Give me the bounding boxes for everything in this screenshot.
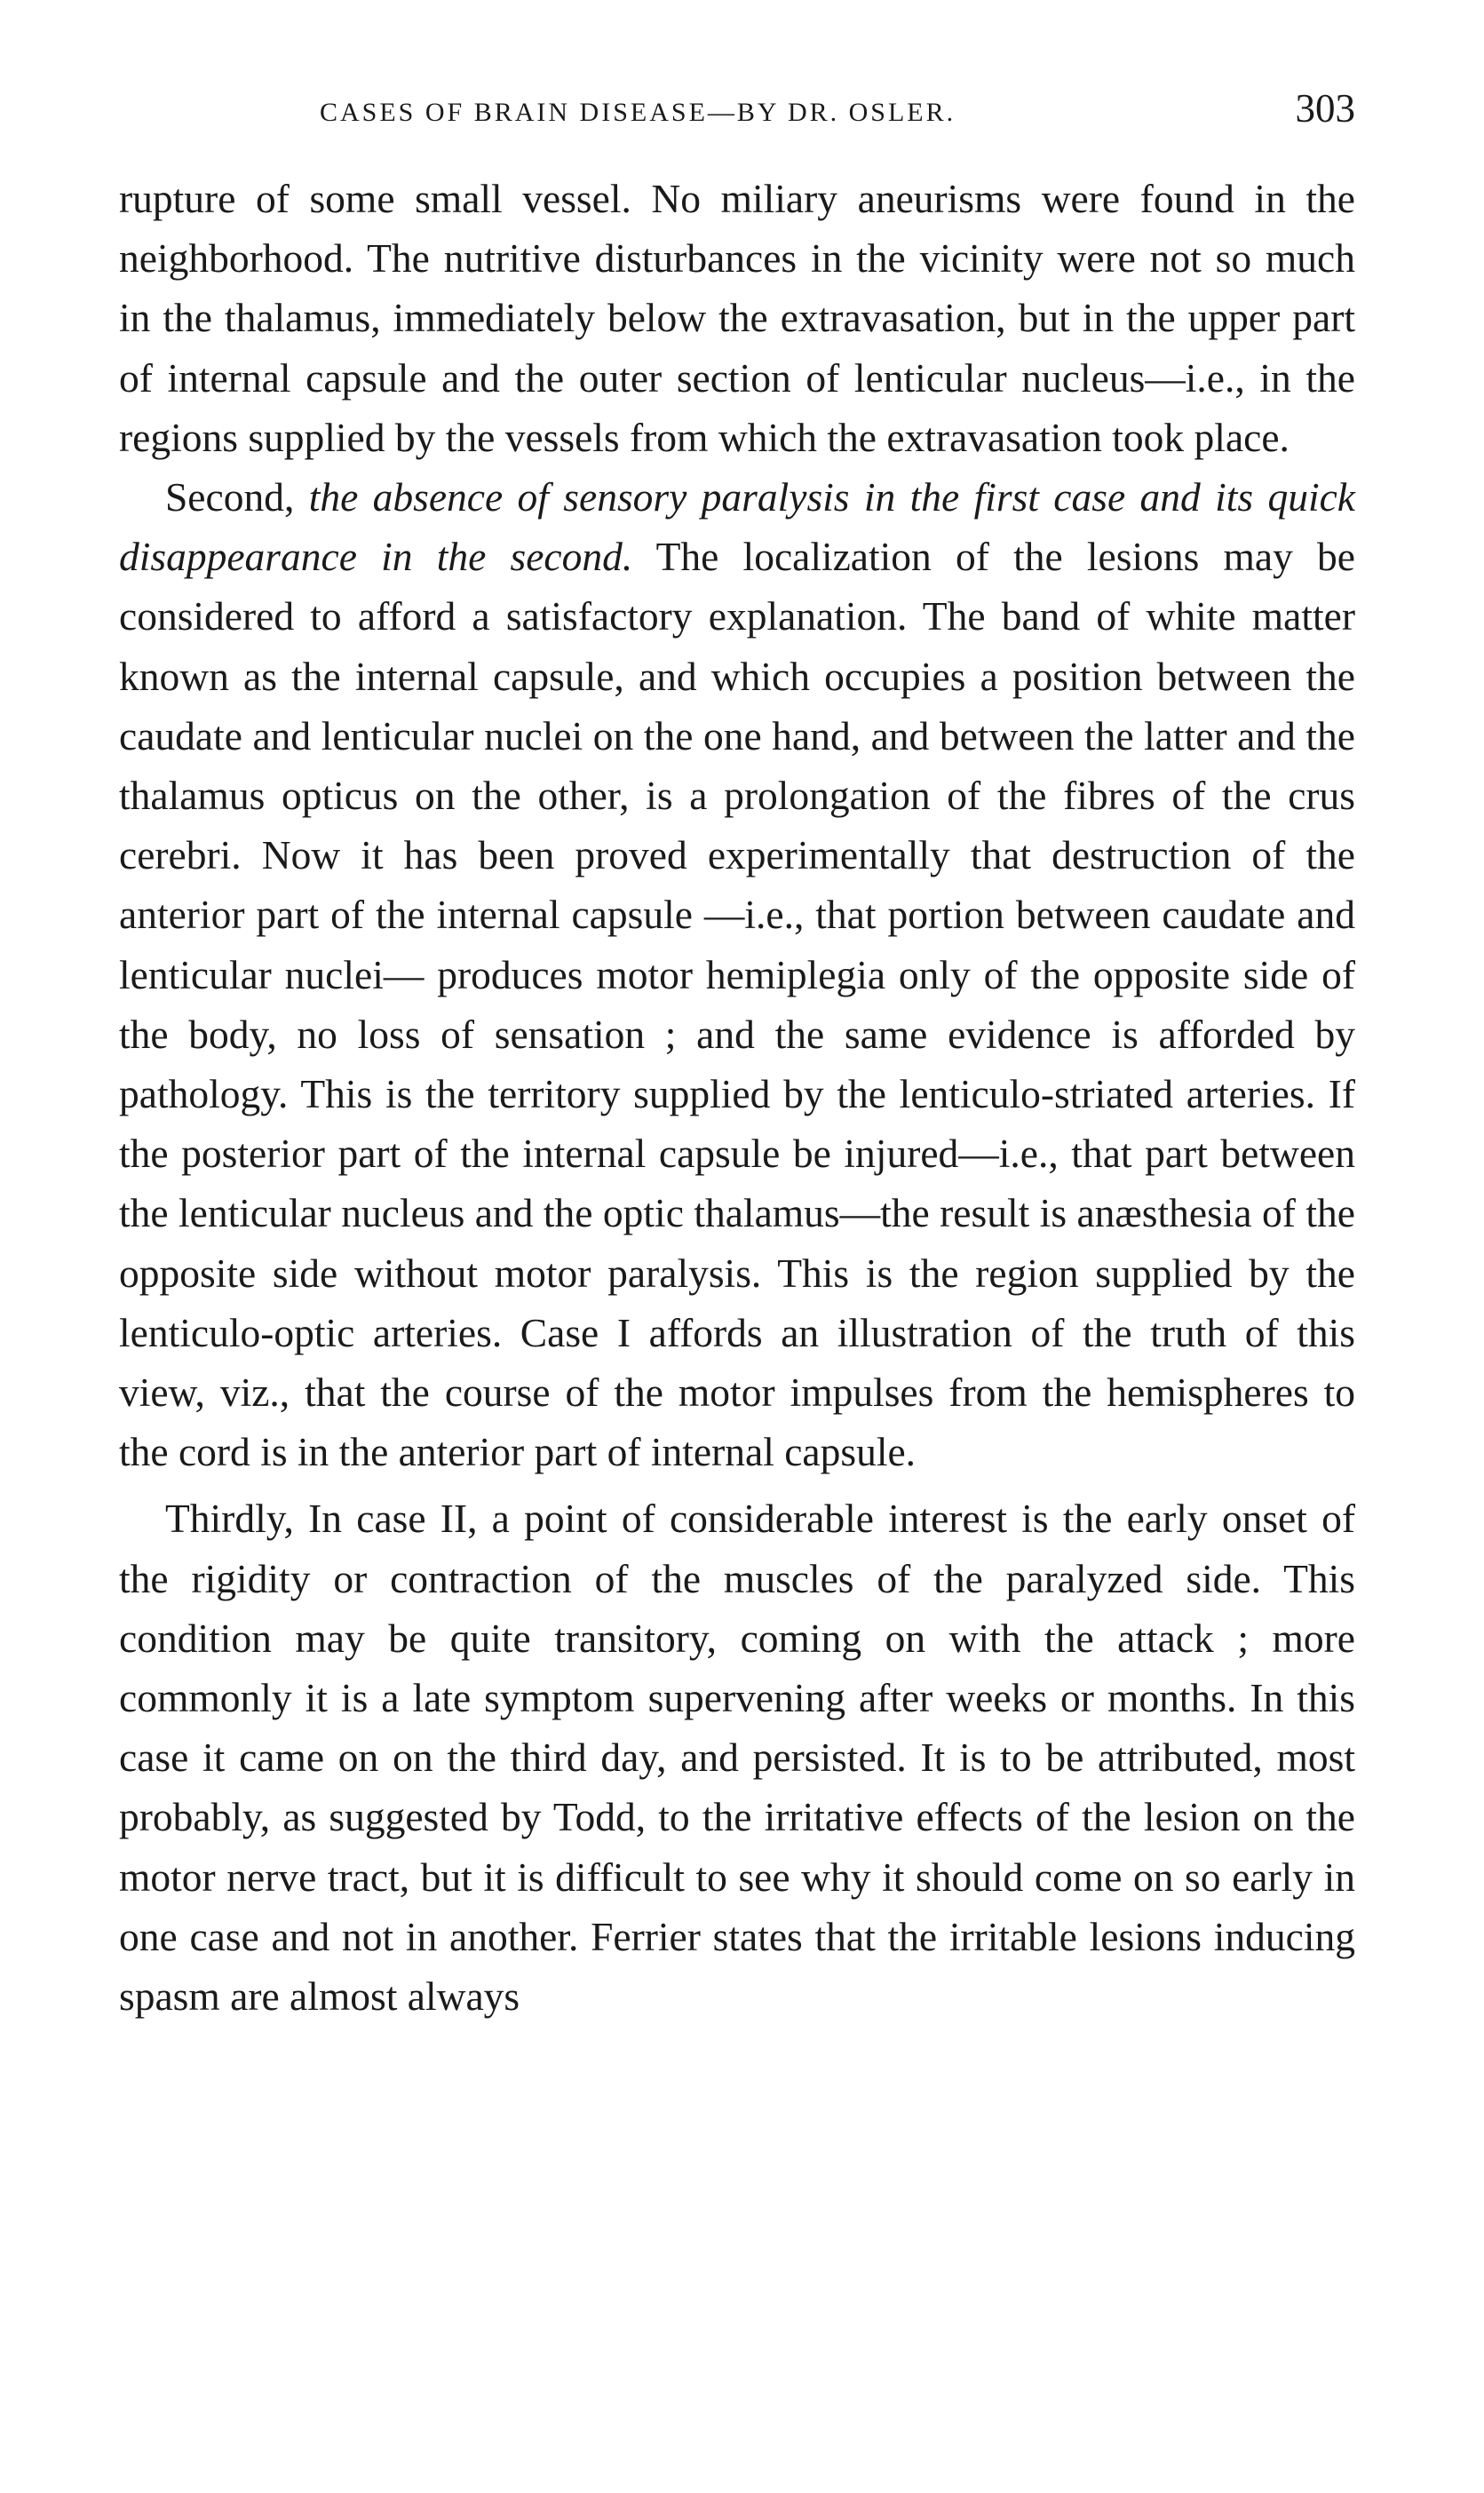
paragraph-2 bbox=[119, 467, 1355, 1481]
running-head bbox=[119, 85, 1355, 147]
paragraph-2-text: The localization of the lesions may be considered to afford a satisfactory explanation. The band of white matter known as the internal capsule, and which occupies a position between the caudate and lenticular nuclei on the one hand, and between the latter and the thalamus opticus on the other, is a prolongation of the fibres of the crus cerebri. Now it has been proved experimentally that destruction of the anterior part of the internal capsule —i.e., that portion between caudate and lenticular nuclei— produces motor hemiplegia only of the opposite side of the body, no loss of sensation ; and the same evidence is afforded by pathology. This is the territory supplied by the lenticulo-striated arteries. If the posterior part of the internal capsule be injured—i.e., that part between the lenticular nucleus and the optic thalamus—the result is anæsthesia of the opposite side without motor paralysis. This is the region supplied by the lenticulo-optic arteries. Case I affords an illustration of the truth of this view, viz., that the course of the motor impulses from the hemispheres to the cord is in the anterior part of internal capsule. bbox=[119, 534, 1355, 1475]
paragraph-2-lead: Second, bbox=[165, 474, 309, 520]
paragraph-2-emphasis: the absence of sensory paralysis in the first case and its quick disappearance in the second. bbox=[119, 474, 1355, 580]
page-number: 303 bbox=[1295, 86, 1355, 131]
body-text bbox=[119, 169, 1355, 2026]
document-page bbox=[119, 85, 1355, 2026]
paragraph-3: Thirdly, In case II, a point of considerable interest is the early onset of the rigidity or contraction of the muscles of the paralyzed side. This condition may be quite transitory, coming on with the attack ; more commonly it is a late symptom supervening after weeks or months. In this case it came on on the third day, and persisted. It is to be attributed, most probably, as suggested by Todd, to the irritative effects of the lesion on the motor nerve tract, but it is difficult to see why it should come on so early in one case and not in another. Ferrier states that the irritable lesions inducing spasm are almost always bbox=[119, 1496, 1355, 2020]
paragraph-1: rupture of some small vessel. No miliary aneurisms were found in the neighborhood. The nutritive disturbances in the vicinity were not so much in the thalamus, immediately below the extravasation, but in the upper part of internal capsule and the outer section of lenticular nucleus—i.e., in the regions supplied by the vessels from which the extravasation took place. bbox=[119, 176, 1355, 460]
running-title: CASES OF BRAIN DISEASE—BY DR. OSLER. bbox=[320, 98, 956, 127]
